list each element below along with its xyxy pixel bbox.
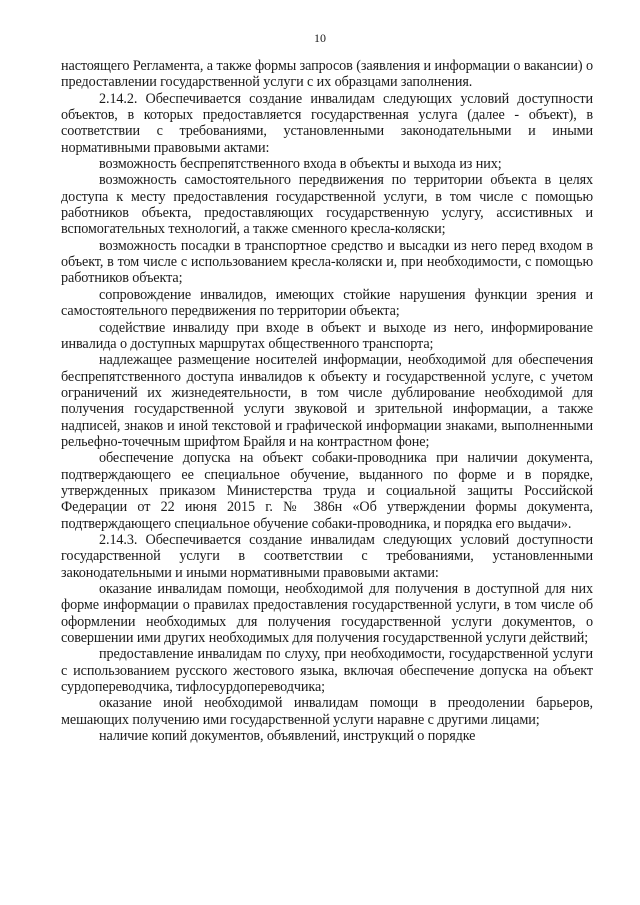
paragraph: 2.14.3. Обеспечивается создание инвалидам следующих условий доступности государственной услуги в соответствии с требованиями, установленными законодательными и иными нормативными правовыми актами: <box>61 531 593 581</box>
paragraph: наличие копий документов, объявлений, инструкций о порядке <box>99 728 476 745</box>
document-body <box>61 58 593 744</box>
paragraph: сопровождение инвалидов, имеющих стойкие нарушения функции зрения и самостоятельного передвижения по территории объекта; <box>61 286 593 320</box>
paragraph: предоставление инвалидам по слуху, при необходимости, государственной услуги с использованием русского жестового языка, включая обеспечение допуска на объект сурдопереводчика, тифлосурдопереводчика; <box>61 646 593 696</box>
page-number: 10 <box>314 31 326 45</box>
paragraph: обеспечение допуска на объект собаки-проводника при наличии документа, подтверждающего ее специальное обучение, выданного по форме и в порядке, утвержденных приказом Министерства труда и социальной защиты Российской Федерации от 22 июня 2015 г. № 386н «Об утверждении формы документа, подтверждающего специальное обучение собаки-проводника, и порядка его выдачи». <box>61 450 593 532</box>
paragraph: 2.14.2. Обеспечивается создание инвалидам следующих условий доступности объектов, в которых предоставляется государственная услуга (далее - объект), в соответствии с требованиями, установленными законодательными и иными нормативными правовыми актами: <box>61 90 593 156</box>
paragraph: возможность посадки в транспортное средство и высадки из него перед входом в объект, в том числе с использованием кресла-коляски и, при необходимости, с помощью работников объекта; <box>61 237 593 287</box>
paragraph: содействие инвалиду при входе в объект и выходе из него, информирование инвалида о доступных маршрутах общественного транспорта; <box>61 319 593 352</box>
paragraph: возможность беспрепятственного входа в объекты и выхода из них; <box>99 156 502 173</box>
paragraph: возможность самостоятельного передвижения по территории объекта в целях доступа к месту предоставления государственной услуги, в том числе с помощью работников объекта, предоставляющих государственную услугу, ассистивных и вспомогательных технологий, а также сменного кресла-коляски; <box>61 172 593 238</box>
paragraph: настоящего Регламента, а также формы запросов (заявления и информации о вакансии) о предоставлении государственной услуги с их образцами заполнения. <box>61 58 593 91</box>
paragraph: оказание иной необходимой инвалидам помощи в преодолении барьеров, мешающих получению ими государственной услуги наравне с другими лицами; <box>61 695 593 728</box>
paragraph: надлежащее размещение носителей информации, необходимой для обеспечения беспрепятственного доступа инвалидов к объекту и государственной услуге, с учетом ограничений их жизнедеятельности, в том числе дублирование необходимой для получения государственной услуги звуковой и зрительной информации, а также надписей, знаков и иной текстовой и графической информации знаками, выполненными рельефно-точечным шрифтом Брайля и на контрастном фоне; <box>61 352 593 450</box>
paragraph: оказание инвалидам помощи, необходимой для получения в доступной для них форме информации о правилах предоставления государственной услуги, в том числе об оформлении необходимых для получения государственной услуги документов, о совершении ими других необходимых для получения государственной услуги действий; <box>61 581 593 647</box>
